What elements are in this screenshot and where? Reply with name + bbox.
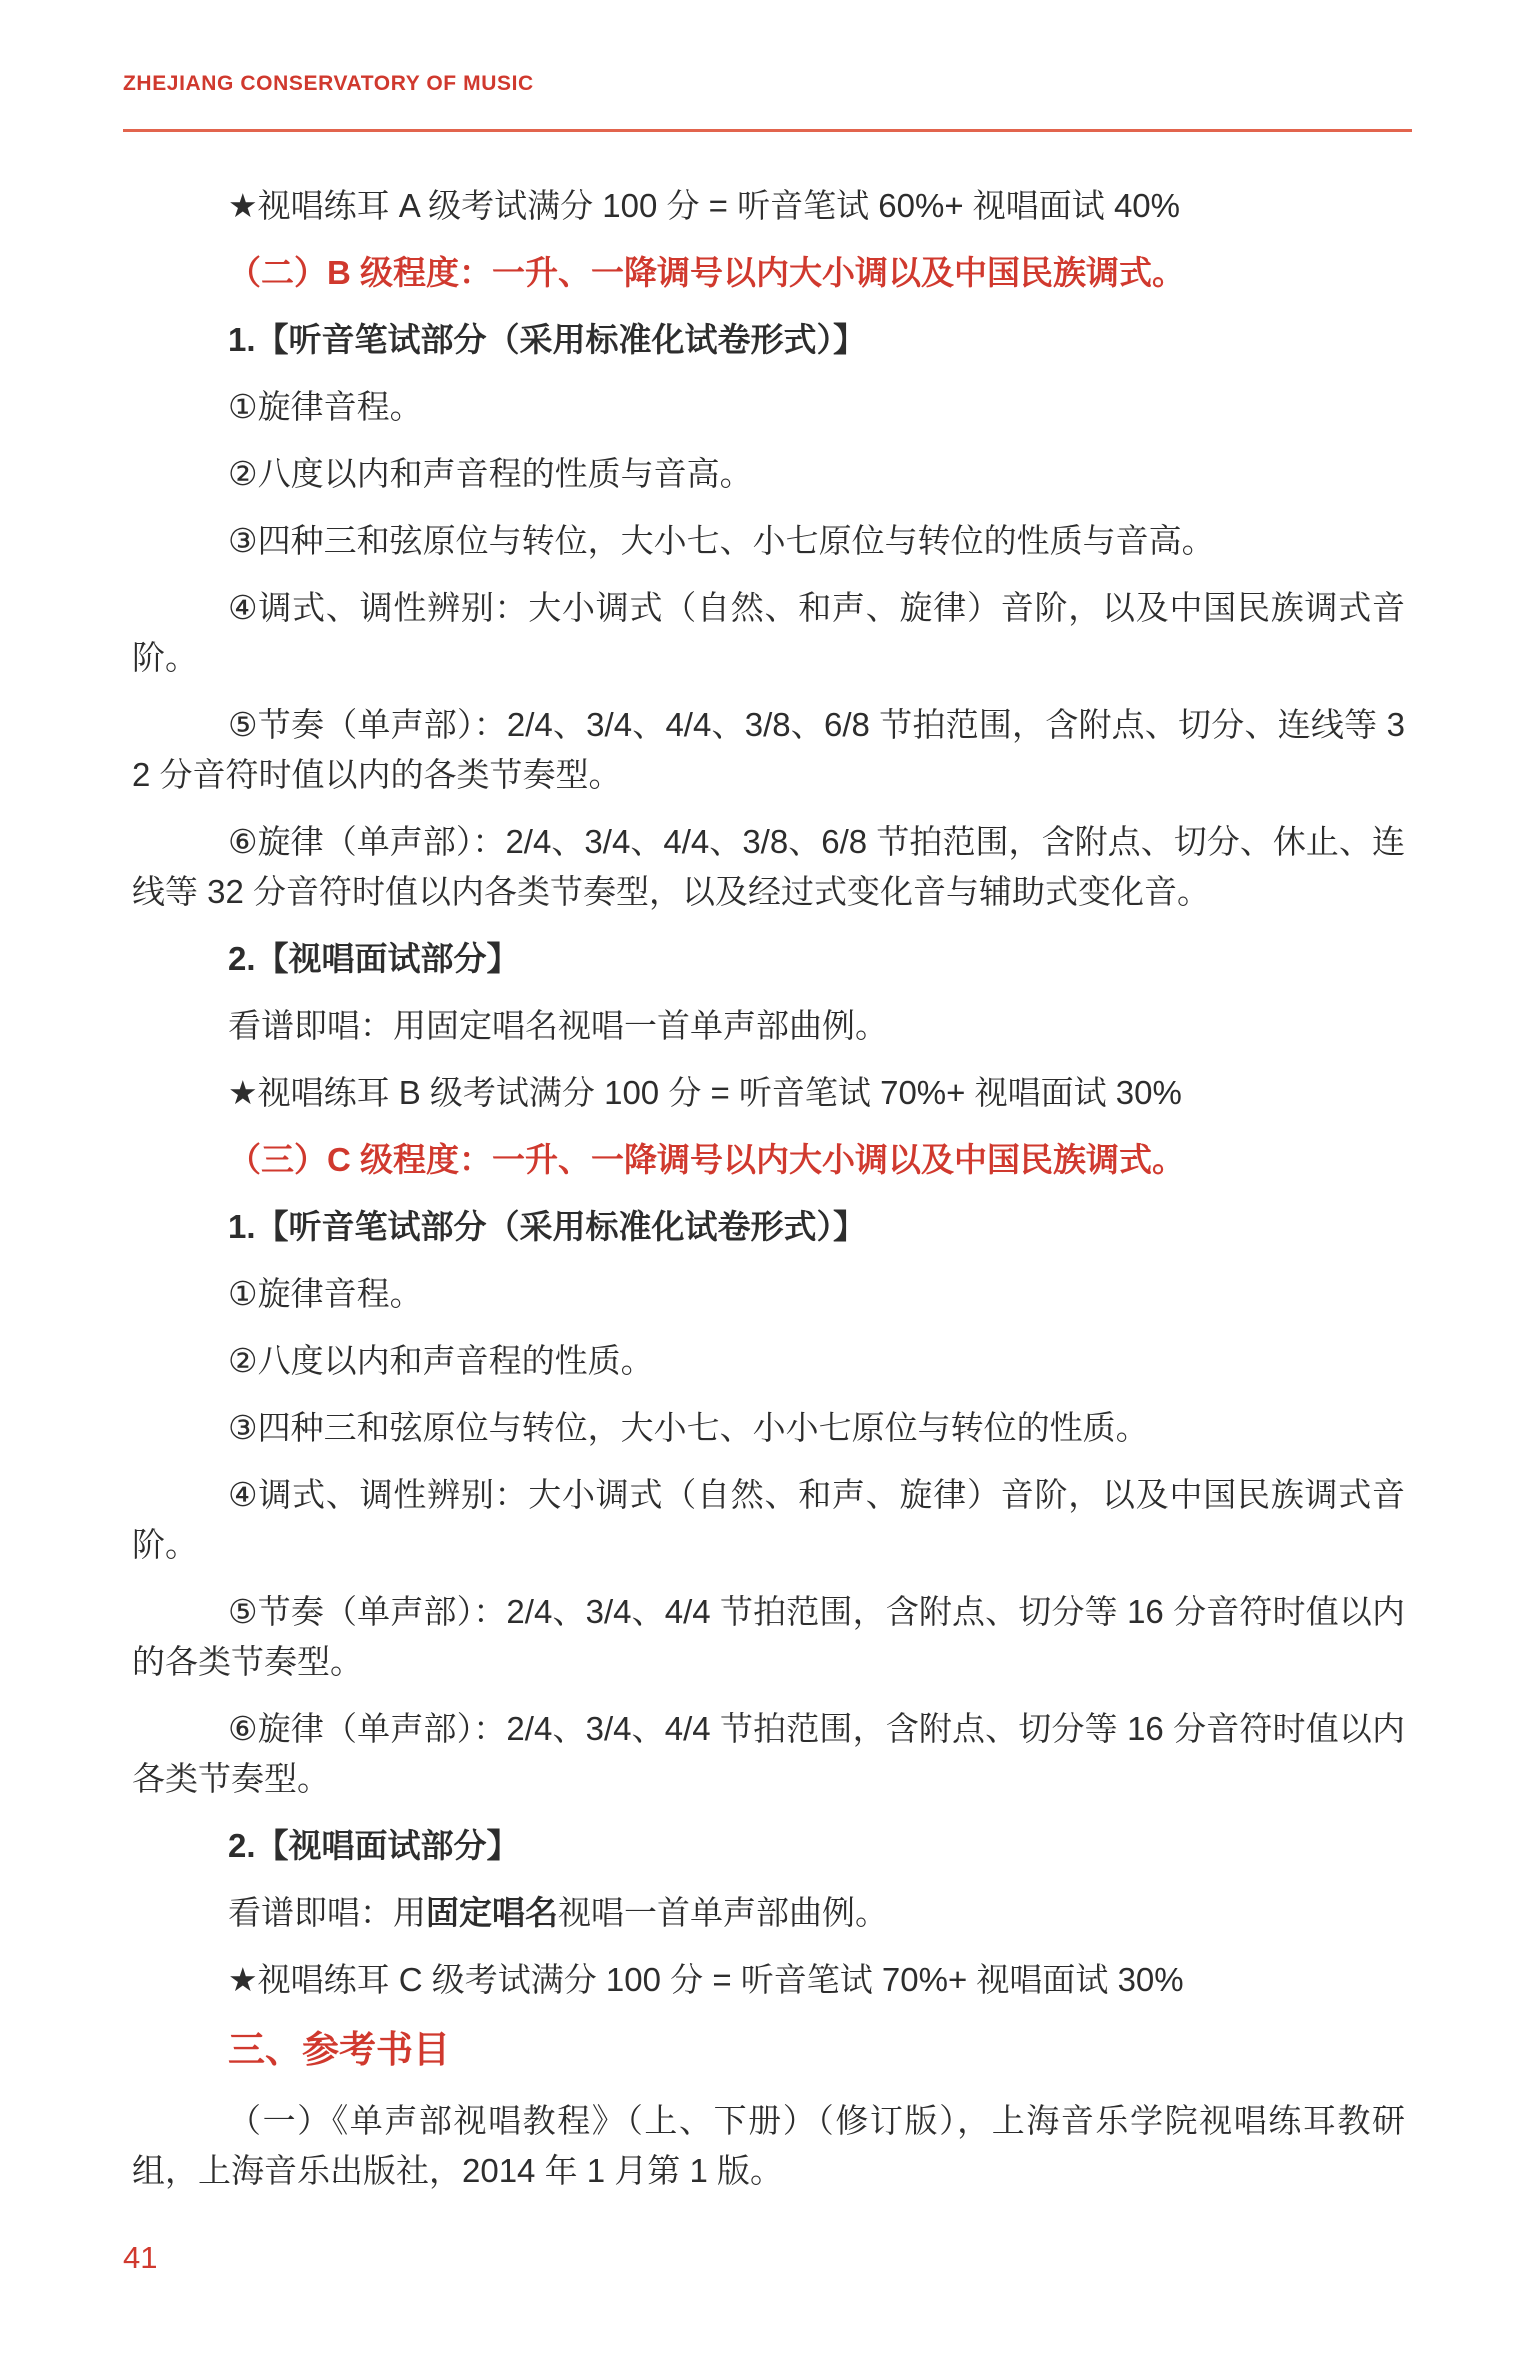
paragraph: ②八度以内和声音程的性质。 — [228, 1342, 654, 1379]
paragraph: 三、参考书目 — [228, 2029, 450, 2070]
paragraph: （一）《单声部视唱教程》（上、下册）（修订版），上海音乐学院视唱练耳教研组，上海音乐出版社，2014 年 1 月第 1 版。 — [132, 2102, 1405, 2189]
paragraph: ④调式、调性辨别：大小调式（自然、和声、旋律）音阶，以及中国民族调式音阶。 — [132, 1476, 1405, 1563]
document-body — [132, 181, 1405, 2213]
paragraph: 1.【听音笔试部分（采用标准化试卷形式）】 — [228, 321, 867, 358]
paragraph: ④调式、调性辨别：大小调式（自然、和声、旋律）音阶，以及中国民族调式音阶。 — [132, 589, 1405, 676]
paragraph: ★视唱练耳 B 级考试满分 100 分 = 听音笔试 70%+ 视唱面试 30% — [228, 1074, 1182, 1111]
paragraph: ★视唱练耳 A 级考试满分 100 分 = 听音笔试 60%+ 视唱面试 40% — [228, 187, 1180, 224]
paragraph: 2.【视唱面试部分】 — [228, 940, 520, 977]
paragraph: ①旋律音程。 — [228, 1275, 423, 1312]
paragraph: ③四种三和弦原位与转位，大小七、小七原位与转位的性质与音高。 — [228, 522, 1215, 559]
paragraph: （三）C 级程度：一升、一降调号以内大小调以及中国民族调式。 — [228, 1141, 1185, 1178]
text-run: 视唱一首单声部曲例。 — [558, 1894, 888, 1931]
paragraph: 看谱即唱：用固定唱名视唱一首单声部曲例。 — [228, 1007, 888, 1044]
header-divider — [123, 129, 1412, 132]
paragraph: ⑤节奏（单声部）：2/4、3/4、4/4、3/8、6/8 节拍范围，含附点、切分、连线等 32 分音符时值以内的各类节奏型。 — [132, 706, 1405, 793]
emphasis-text: 固定唱名 — [426, 1894, 558, 1931]
paragraph: ②八度以内和声音程的性质与音高。 — [228, 455, 753, 492]
paragraph: ⑥旋律（单声部）：2/4、3/4、4/4、3/8、6/8 节拍范围，含附点、切分、休止、连线等 32 分音符时值以内各类节奏型，以及经过式变化音与辅助式变化音。 — [132, 823, 1405, 910]
paragraph: 2.【视唱面试部分】 — [228, 1827, 520, 1864]
paragraph: ⑤节奏（单声部）：2/4、3/4、4/4 节拍范围，含附点、切分等 16 分音符时值以内的各类节奏型。 — [132, 1593, 1405, 1680]
paragraph: ③四种三和弦原位与转位，大小七、小小七原位与转位的性质。 — [228, 1409, 1149, 1446]
page-number: 41 — [123, 2240, 158, 2275]
paragraph: ★视唱练耳 C 级考试满分 100 分 = 听音笔试 70%+ 视唱面试 30% — [228, 1961, 1184, 1998]
text-run: 看谱即唱：用 — [228, 1894, 426, 1931]
paragraph — [132, 1888, 1405, 1938]
institution-name: ZHEJIANG CONSERVATORY OF MUSIC — [123, 72, 534, 95]
paragraph: ①旋律音程。 — [228, 388, 423, 425]
paragraph: （二）B 级程度：一升、一降调号以内大小调以及中国民族调式。 — [228, 254, 1185, 291]
paragraph: ⑥旋律（单声部）：2/4、3/4、4/4 节拍范围，含附点、切分等 16 分音符时值以内各类节奏型。 — [132, 1710, 1405, 1797]
paragraph: 1.【听音笔试部分（采用标准化试卷形式）】 — [228, 1208, 867, 1245]
